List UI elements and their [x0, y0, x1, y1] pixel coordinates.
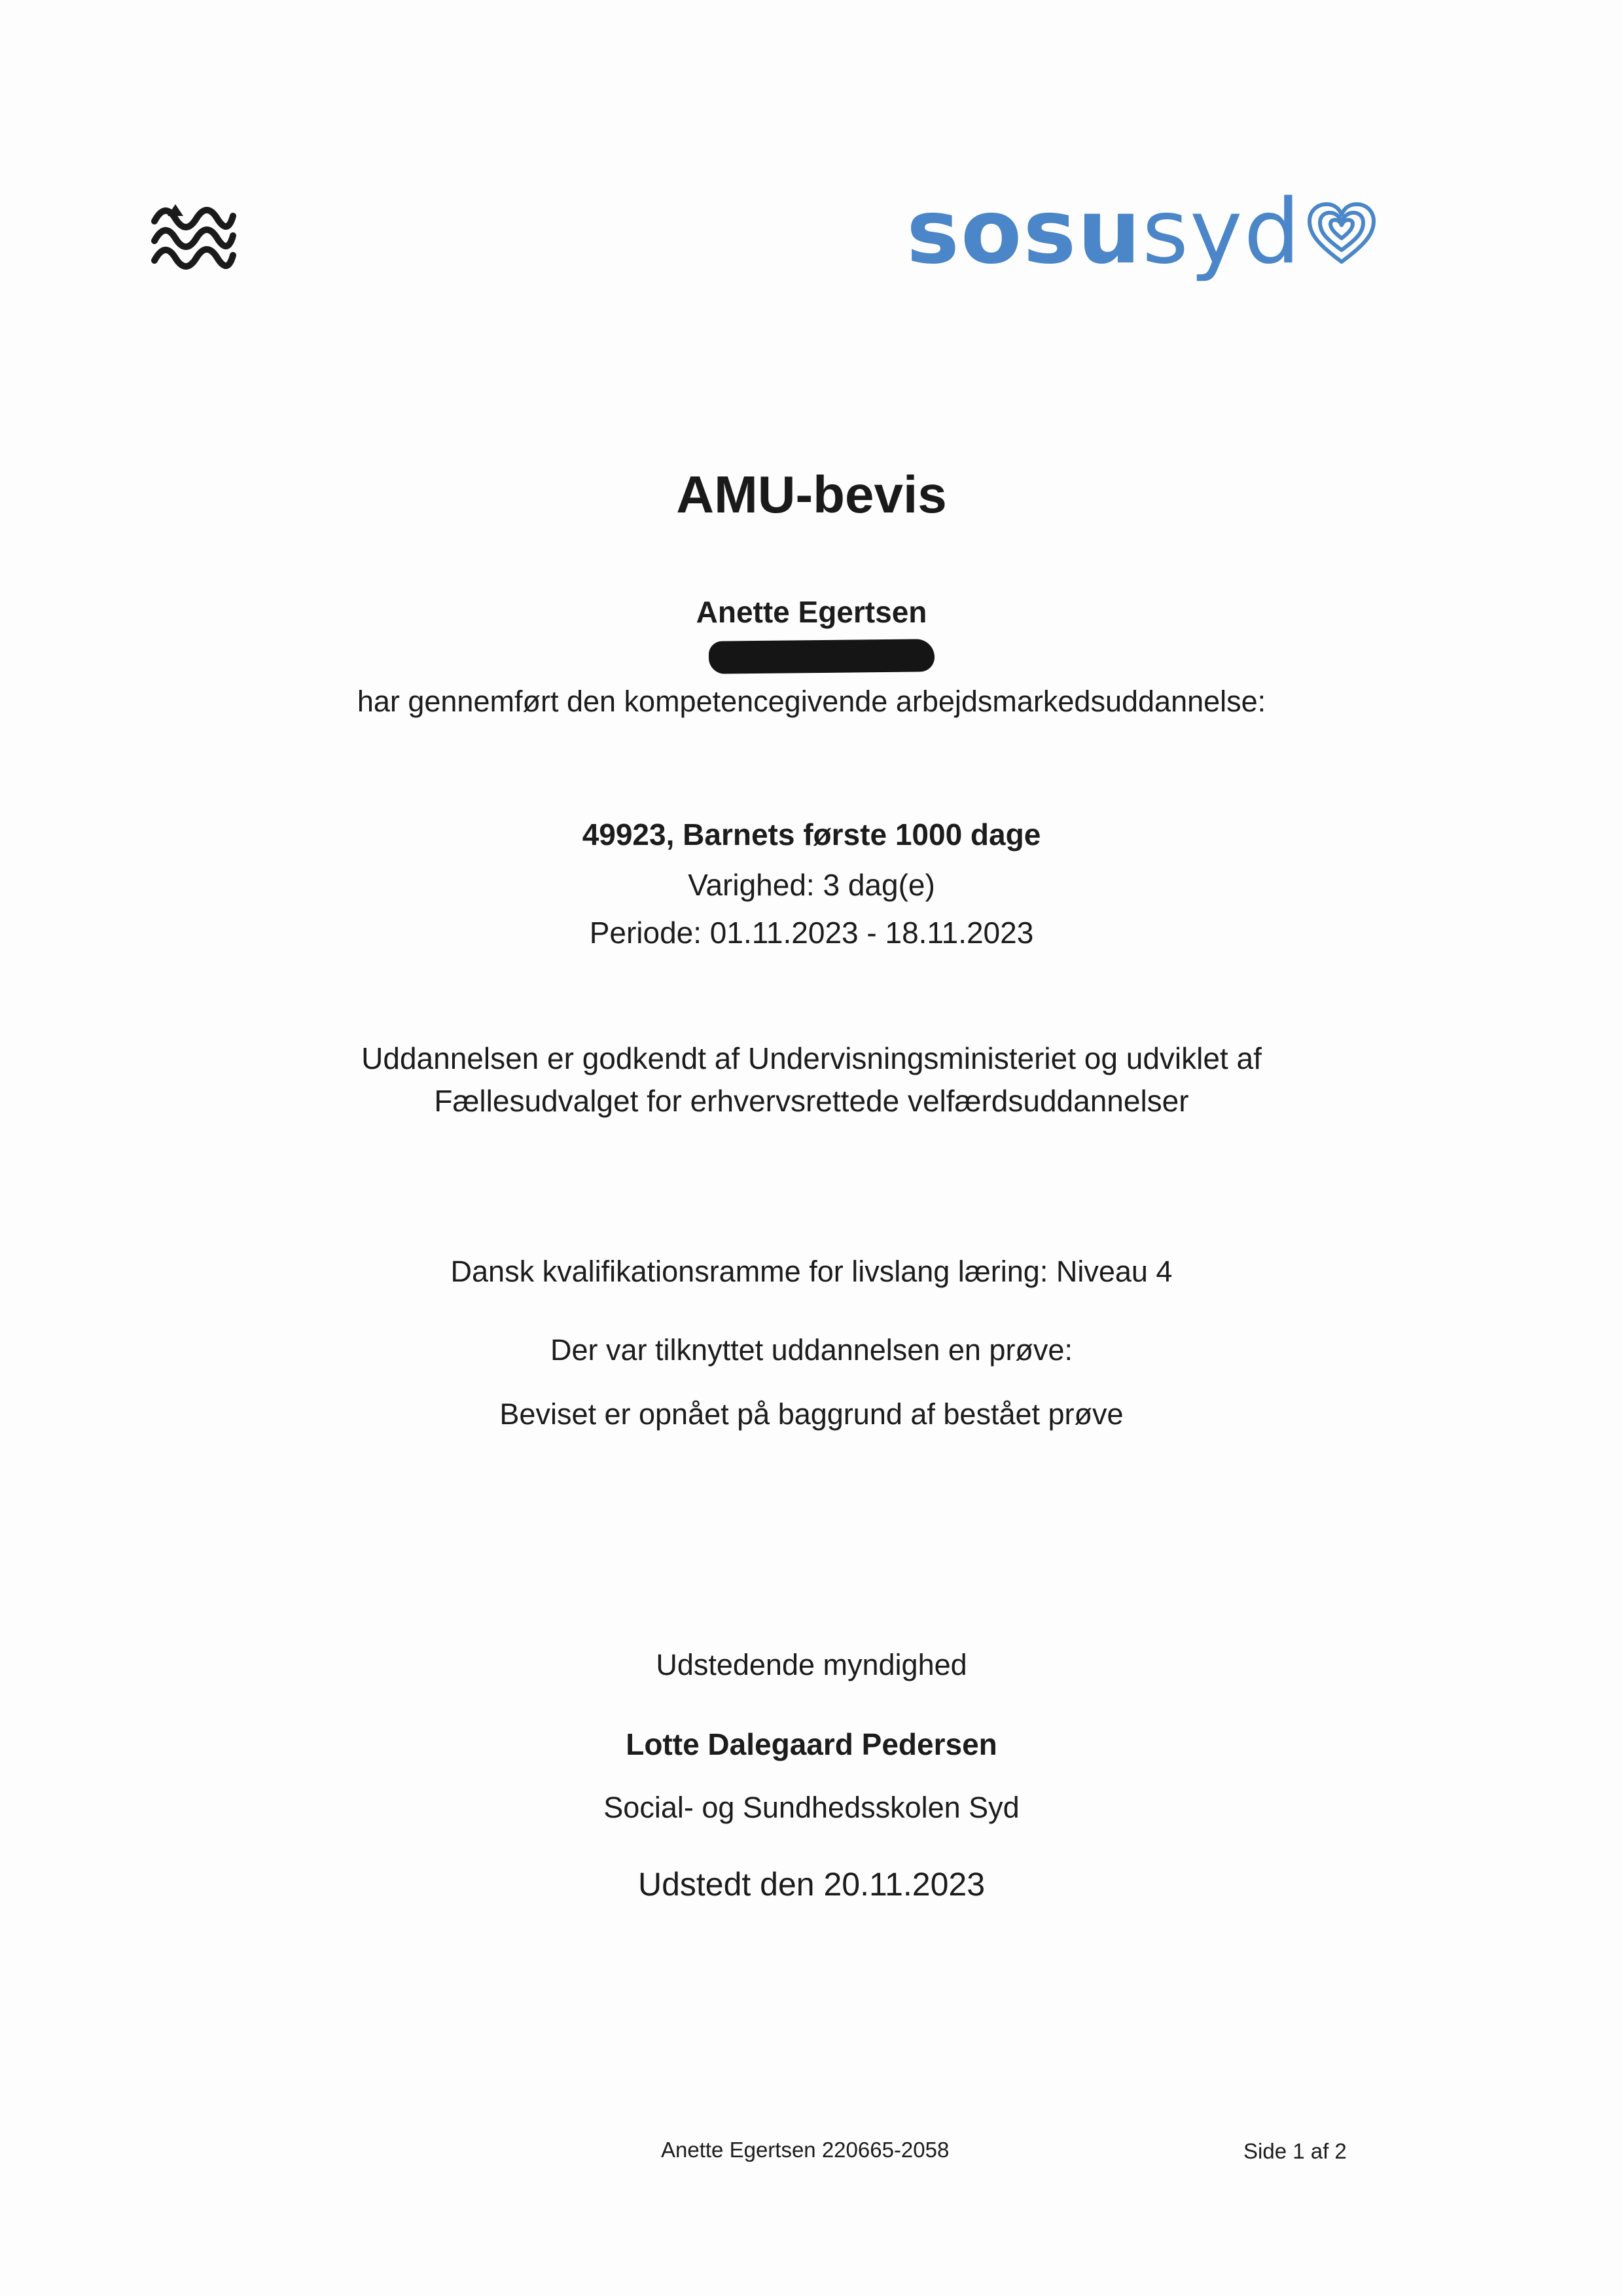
course-duration: Varighed: 3 dag(e)	[688, 868, 935, 902]
approval-line-1: Uddannelsen er godkendt af Undervisningsministeriet og udviklet af	[361, 1041, 1262, 1075]
footer-recipient-id: Anette Egertsen 220665-2058	[661, 2138, 950, 2162]
signer-name: Lotte Dalegaard Pedersen	[626, 1727, 997, 1761]
completed-statement: har gennemført den kompetencegivende arbejdsmarkedsuddannelse:	[357, 685, 1266, 718]
brand-bold-text: sosu	[906, 181, 1143, 284]
school-name: Social- og Sundhedsskolen Syd	[603, 1791, 1020, 1824]
redaction-mark	[709, 639, 935, 674]
course-title: 49923, Barnets første 1000 dage	[582, 817, 1041, 852]
qualification-level: Dansk kvalifikationsramme for livslang læring: Niveau 4	[450, 1255, 1173, 1288]
issue-date: Udstedt den 20.11.2023	[637, 1866, 986, 1903]
exam-line-1: Der var tilknyttet uddannelsen en prøve:	[550, 1333, 1073, 1367]
issuing-authority-label: Udstedende myndighed	[656, 1648, 967, 1681]
recipient-name: Anette Egertsen	[696, 595, 927, 629]
wave-emblem-icon	[149, 196, 238, 275]
brand-light-text: syd	[1142, 181, 1302, 284]
exam-line-2: Beviset er opnået på baggrund af bestået prøve	[499, 1397, 1124, 1431]
course-period: Periode: 01.11.2023 - 18.11.2023	[589, 916, 1034, 950]
approval-line-2: Fællesudvalget for erhvervsrettede velfærdsuddannelser	[434, 1084, 1189, 1118]
heart-icon	[1306, 202, 1378, 267]
page-number: Side 1 af 2	[1243, 2139, 1347, 2163]
sosusyd-logo	[906, 173, 1378, 291]
page-title: AMU-bevis	[676, 465, 947, 524]
